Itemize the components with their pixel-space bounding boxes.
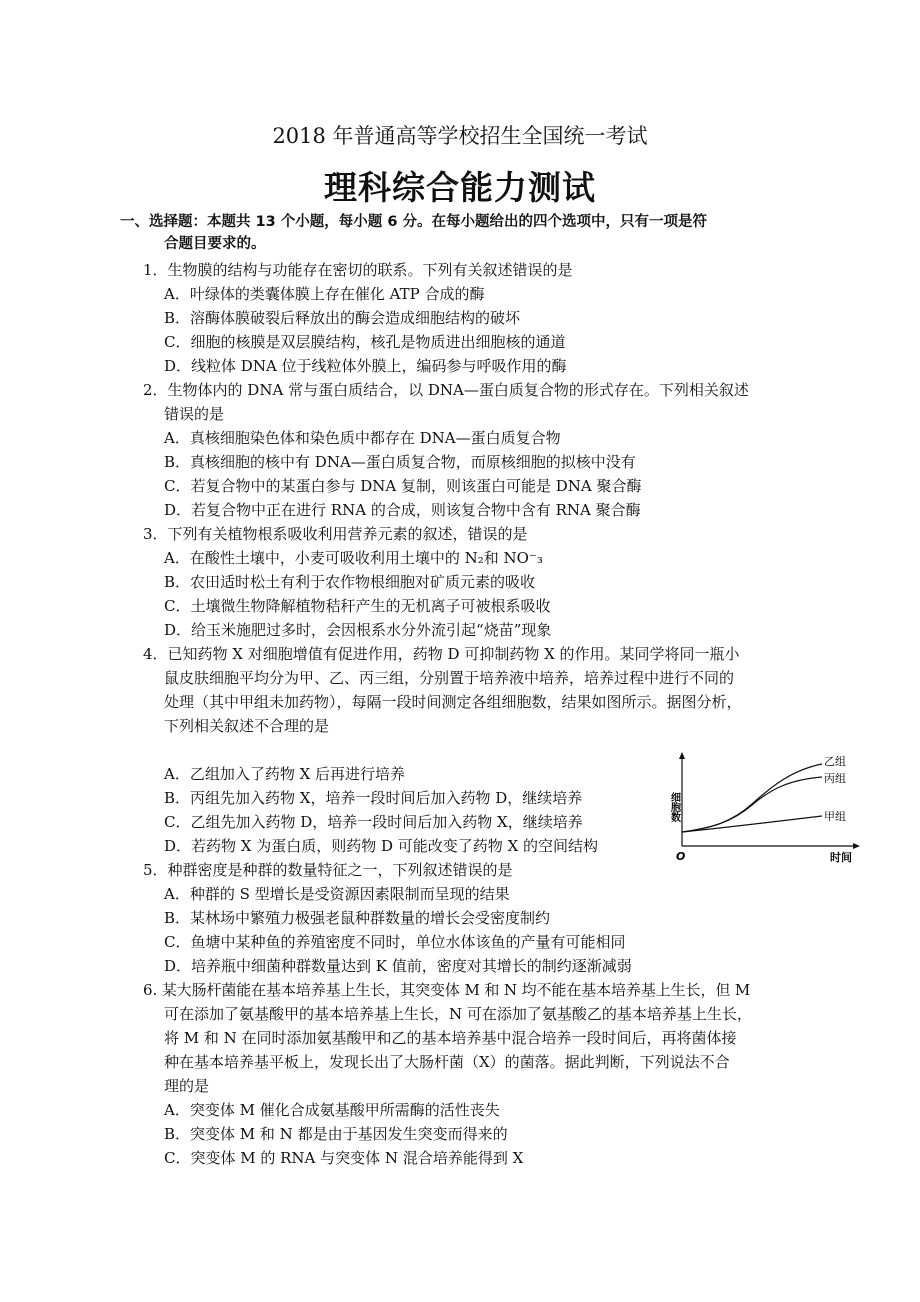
cell-growth-chart: [662, 752, 862, 864]
option-a: A．突变体 M 催化合成氨基酸甲所需酶的活性丧失: [164, 1101, 500, 1119]
option-b: B．突变体 M 和 N 都是由于基因发生突变而得来的: [164, 1125, 508, 1143]
question-stem: 1．生物膜的结构与功能存在密切的联系。下列有关叙述错误的是: [143, 261, 573, 279]
option-a: A．乙组加入了药物 X 后再进行培养: [164, 765, 406, 783]
y-axis-arrow: [679, 752, 685, 759]
option-c: C．突变体 M 的 RNA 与突变体 N 混合培养能得到 X: [164, 1149, 524, 1167]
main-title: 理科综合能力测试: [324, 168, 596, 207]
section-heading-line1: 一、选择题：本题共 13 个小题，每小题 6 分。在每小题给出的四个选项中，只有一项是符: [120, 214, 707, 230]
question-stem-cont: 错误的是: [164, 405, 225, 423]
option-b: B．丙组先加入药物 X，培养一段时间后加入药物 D，继续培养: [164, 789, 583, 807]
question-stem-cont: 将 M 和 N 在同时添加氨基酸甲和乙的基本培养基中混合培养一段时间后，再将菌体接: [164, 1029, 737, 1047]
question-2: [143, 378, 793, 522]
section-heading-line2: 合题目要求的。: [164, 236, 266, 252]
option-d: D．若药物 X 为蛋白质，则药物 D 可能改变了药物 X 的空间结构: [164, 837, 599, 855]
question-stem-cont: 下列相关叙述不合理的是: [164, 717, 330, 735]
option-a: A．真核细胞染色体和染色质中都存在 DNA—蛋白质复合物: [164, 429, 561, 447]
section-heading: [120, 211, 790, 255]
option-c: C．细胞的核膜是双层膜结构，核孔是物质进出细胞核的通道: [164, 333, 566, 351]
option-a: A．种群的 S 型增长是受资源因素限制而呈现的结果: [164, 885, 510, 903]
series-line-jia: [682, 816, 822, 832]
x-axis-arrow: [853, 843, 860, 849]
question-stem-cont: 鼠皮肤细胞平均分为甲、乙、丙三组，分别置于培养液中培养，培养过程中进行不同的: [164, 669, 735, 687]
question-stem-cont: 种在基本培养基平板上，发现长出了大肠杆菌（X）的菌落。据此判断，下列说法不合: [164, 1053, 730, 1071]
series-label-jia: 甲组: [824, 810, 846, 823]
exam-title: 2018 年普通高等学校招生全国统一考试: [272, 124, 648, 148]
option-d: D．给玉米施肥过多时，会因根系水分外流引起“烧苗”现象: [164, 621, 552, 639]
option-b: B．某林场中繁殖力极强老鼠种群数量的增长会受密度制约: [164, 909, 551, 927]
x-axis-label: 时间: [830, 851, 852, 864]
option-d: D．培养瓶中细菌种群数量达到 K 值前，密度对其增长的制约逐渐减弱: [164, 957, 632, 975]
question-6: [143, 978, 793, 1170]
series-line-yi: [682, 764, 822, 832]
question-stem: 2．生物体内的 DNA 常与蛋白质结合，以 DNA—蛋白质复合物的形式存在。下列相关叙述: [143, 381, 749, 399]
question-5: [143, 858, 793, 978]
option-b: B．溶酶体膜破裂后释放出的酶会造成细胞结构的破坏: [164, 309, 521, 327]
option-c: C．土壤微生物降解植物秸秆产生的无机离子可被根系吸收: [164, 597, 551, 615]
y-axis-label: 细胞数: [668, 792, 680, 822]
question-3: [143, 522, 793, 642]
question-stem-cont: 可在添加了氨基酸甲的基本培养基上生长，N 可在添加了氨基酸乙的基本培养基上生长，: [164, 1005, 752, 1023]
option-b: B．农田适时松土有利于农作物根细胞对矿质元素的吸收: [164, 573, 536, 591]
question-stem: 6. 某大肠杆菌能在基本培养基上生长，其突变体 M 和 N 均不能在基本培养基上生长，但 M: [143, 981, 751, 999]
series-label-bing: 丙组: [824, 772, 846, 785]
option-a: A．叶绿体的类囊体膜上存在催化 ATP 合成的酶: [164, 285, 485, 303]
option-c: C．鱼塘中某种鱼的养殖密度不同时，单位水体该鱼的产量有可能相同: [164, 933, 626, 951]
question-stem: 5．种群密度是种群的数量特征之一，下列叙述错误的是: [143, 861, 513, 879]
option-d: D．若复合物中正在进行 RNA 的合成，则该复合物中含有 RNA 聚合酶: [164, 501, 641, 519]
option-c: C．若复合物中的某蛋白参与 DNA 复制，则该蛋白可能是 DNA 聚合酶: [164, 477, 642, 495]
option-d: D．线粒体 DNA 位于线粒体外膜上，编码参与呼吸作用的酶: [164, 357, 567, 375]
question-stem: 3．下列有关植物根系吸收利用营养元素的叙述，错误的是: [143, 525, 528, 543]
question-1: [143, 258, 793, 378]
question-stem-cont: 处理（其中甲组未加药物），每隔一段时间测定各组细胞数，结果如图所示。据图分析，: [164, 693, 742, 711]
option-c: C．乙组先加入药物 D，培养一段时间后加入药物 X，继续培养: [164, 813, 583, 831]
questions-body: [143, 258, 793, 1170]
question-stem-cont: 理的是: [164, 1077, 210, 1095]
question-stem: 4．已知药物 X 对细胞增值有促进作用，药物 D 可抑制药物 X 的作用。某同学将同一瓶小: [143, 645, 740, 663]
option-a: A．在酸性土壤中，小麦可吸收利用土壤中的 N₂和 NO⁻₃: [164, 549, 543, 567]
origin-label: O: [676, 850, 686, 863]
option-b: B．真核细胞的核中有 DNA—蛋白质复合物，而原核细胞的拟核中没有: [164, 453, 636, 471]
series-label-yi: 乙组: [824, 755, 846, 768]
